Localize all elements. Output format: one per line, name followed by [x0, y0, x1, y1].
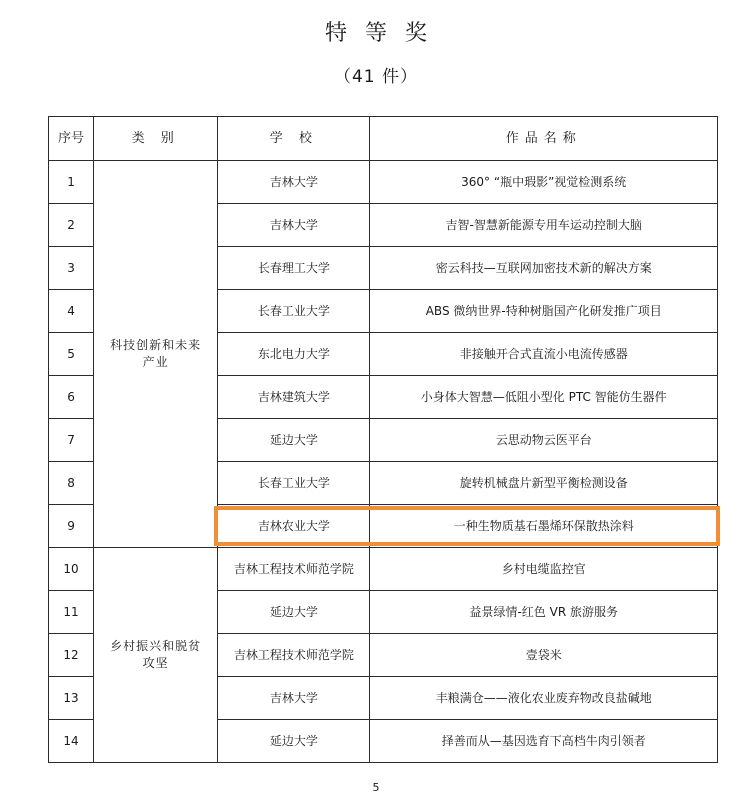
row-number: 12: [49, 634, 94, 677]
school-cell: 延边大学: [218, 591, 370, 634]
row-number: 7: [49, 419, 94, 462]
row-number: 6: [49, 376, 94, 419]
school-cell: 吉林农业大学: [218, 505, 370, 548]
work-name-cell: 吉智-智慧新能源专用车运动控制大脑: [370, 204, 718, 247]
row-number: 3: [49, 247, 94, 290]
school-cell: 吉林大学: [218, 204, 370, 247]
work-name-cell: 益景绿情-红色 VR 旅游服务: [370, 591, 718, 634]
table-header-row: [49, 117, 718, 161]
school-cell: 东北电力大学: [218, 333, 370, 376]
row-number: 4: [49, 290, 94, 333]
work-name-cell: 云思动物云医平台: [370, 419, 718, 462]
row-number: 11: [49, 591, 94, 634]
table-row: [49, 548, 718, 591]
school-cell: 吉林工程技术师范学院: [218, 548, 370, 591]
page-number: 5: [372, 781, 380, 794]
row-number: 8: [49, 462, 94, 505]
work-name-cell: 一种生物质基石墨烯环保散热涂料: [370, 505, 718, 548]
school-cell: 吉林大学: [218, 161, 370, 204]
work-name-cell: 壹袋米: [370, 634, 718, 677]
category-cell: 科技创新和未来产业: [94, 161, 218, 548]
awards-table: [48, 116, 718, 763]
school-cell: 长春工业大学: [218, 290, 370, 333]
row-number: 14: [49, 720, 94, 763]
header-category: 类 别: [94, 117, 218, 161]
row-number: 13: [49, 677, 94, 720]
table-row: [49, 161, 718, 204]
school-cell: 吉林大学: [218, 677, 370, 720]
row-number: 10: [49, 548, 94, 591]
header-school: 学 校: [218, 117, 370, 161]
work-name-cell: 旋转机械盘片新型平衡检测设备: [370, 462, 718, 505]
school-cell: 长春工业大学: [218, 462, 370, 505]
school-cell: 吉林工程技术师范学院: [218, 634, 370, 677]
row-number: 9: [49, 505, 94, 548]
school-cell: 吉林建筑大学: [218, 376, 370, 419]
school-cell: 延边大学: [218, 720, 370, 763]
row-number: 5: [49, 333, 94, 376]
work-name-cell: 丰粮满仓——液化农业废弃物改良盐碱地: [370, 677, 718, 720]
row-number: 2: [49, 204, 94, 247]
category-cell: 乡村振兴和脱贫攻坚: [94, 548, 218, 763]
work-name-cell: 360° “瓶中瑕影”视觉检测系统: [370, 161, 718, 204]
row-number: 1: [49, 161, 94, 204]
work-name-cell: 乡村电缆监控官: [370, 548, 718, 591]
school-cell: 延边大学: [218, 419, 370, 462]
school-cell: 长春理工大学: [218, 247, 370, 290]
work-name-cell: 择善而从—基因选育下高档牛肉引领者: [370, 720, 718, 763]
work-name-cell: 密云科技—互联网加密技术新的解决方案: [370, 247, 718, 290]
page-title: 特等奖: [324, 21, 445, 46]
header-number: 序号: [49, 117, 94, 161]
header-work-name: 作品名称: [370, 117, 718, 161]
work-name-cell: 非接触开合式直流小电流传感器: [370, 333, 718, 376]
work-name-cell: ABS 微纳世界-特种树脂国产化研发推广项目: [370, 290, 718, 333]
award-count: （41 件）: [333, 67, 419, 87]
work-name-cell: 小身体大智慧—低阻小型化 PTC 智能仿生器件: [370, 376, 718, 419]
